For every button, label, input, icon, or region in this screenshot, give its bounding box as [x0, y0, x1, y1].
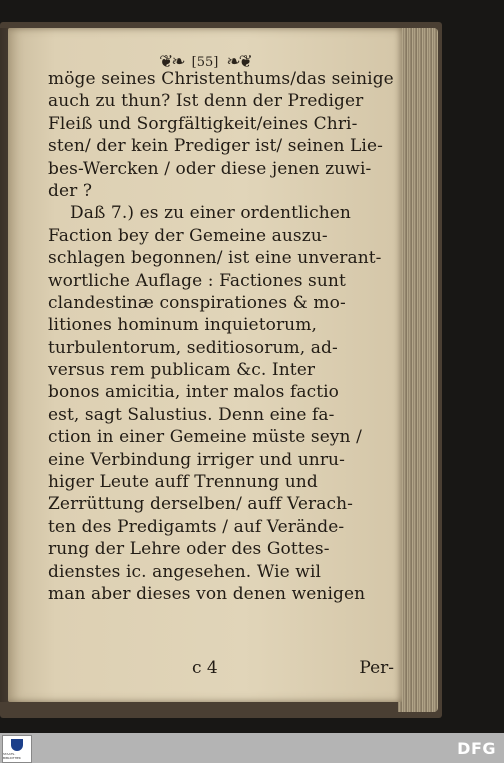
- book-page: [8, 28, 402, 702]
- text-line: auch zu thun? Ist denn der Prediger: [48, 91, 364, 112]
- text-line: turbulentorum, seditiosorum, ad-: [48, 337, 338, 358]
- text-line: dienstes ic. angesehen. Wie wil: [48, 561, 322, 582]
- text-line: Faction bey der Gemeine auszu-: [48, 225, 328, 246]
- text-line: Fleiß und Sorgfältigkeit/eines Chri-: [48, 113, 358, 134]
- text-line: wortliche Auflage : Factiones sunt: [48, 270, 346, 291]
- text-line: versus rem publicam &c. Inter: [48, 360, 316, 381]
- text-line: schlagen begonnen/ ist eine unverant-: [48, 248, 382, 269]
- ornament-left-icon: ❦❧: [159, 52, 184, 72]
- dfg-logo[interactable]: DFG: [457, 739, 496, 758]
- page-number: [55]: [191, 54, 219, 70]
- text-line: ction in einer Gemeine müste seyn /: [48, 427, 362, 448]
- text-line: Zerrüttung derselben/ auff Verach-: [48, 494, 353, 515]
- text-line: ten des Predigamts / auf Verände-: [48, 516, 345, 537]
- ornament-right-icon: ❧❦: [226, 52, 251, 72]
- text-line: möge seines Christenthums/das seinige: [48, 69, 394, 89]
- library-logo[interactable]: [2, 735, 32, 763]
- catchword: Per-: [359, 658, 394, 678]
- text-line: est, sagt Salustius. Denn eine fa-: [48, 404, 335, 425]
- text-line: der ?: [48, 180, 93, 201]
- text-line: eine Verbindung irriger und unru-: [48, 449, 345, 470]
- text-line: higer Leute auff Trennung und: [48, 472, 318, 493]
- signature-mark: c 4: [192, 658, 218, 678]
- page-edges: [398, 28, 438, 712]
- text-line: sten/ der kein Prediger ist/ seinen Lie-: [48, 136, 383, 157]
- viewer-footer-bar: [0, 733, 504, 763]
- crest-icon: [11, 739, 23, 751]
- text-line: rung der Lehre oder des Gottes-: [48, 539, 330, 560]
- text-line: bes-Wercken / oder diese jenen zuwi-: [48, 158, 372, 179]
- text-line: litiones hominum inquietorum,: [48, 315, 317, 336]
- text-line: bonos amicitia, inter malos factio: [48, 382, 340, 403]
- page-text: [48, 68, 394, 678]
- text-line: man aber dieses von denen wenigen: [48, 583, 366, 604]
- text-line: clandestinæ conspirationes & mo-: [48, 292, 346, 313]
- library-logo-text: STAATS-BIBLIOTHEK: [3, 751, 21, 760]
- text-line: Daß 7.) es zu einer ordentlichen: [70, 203, 351, 224]
- page-footer: [48, 658, 394, 682]
